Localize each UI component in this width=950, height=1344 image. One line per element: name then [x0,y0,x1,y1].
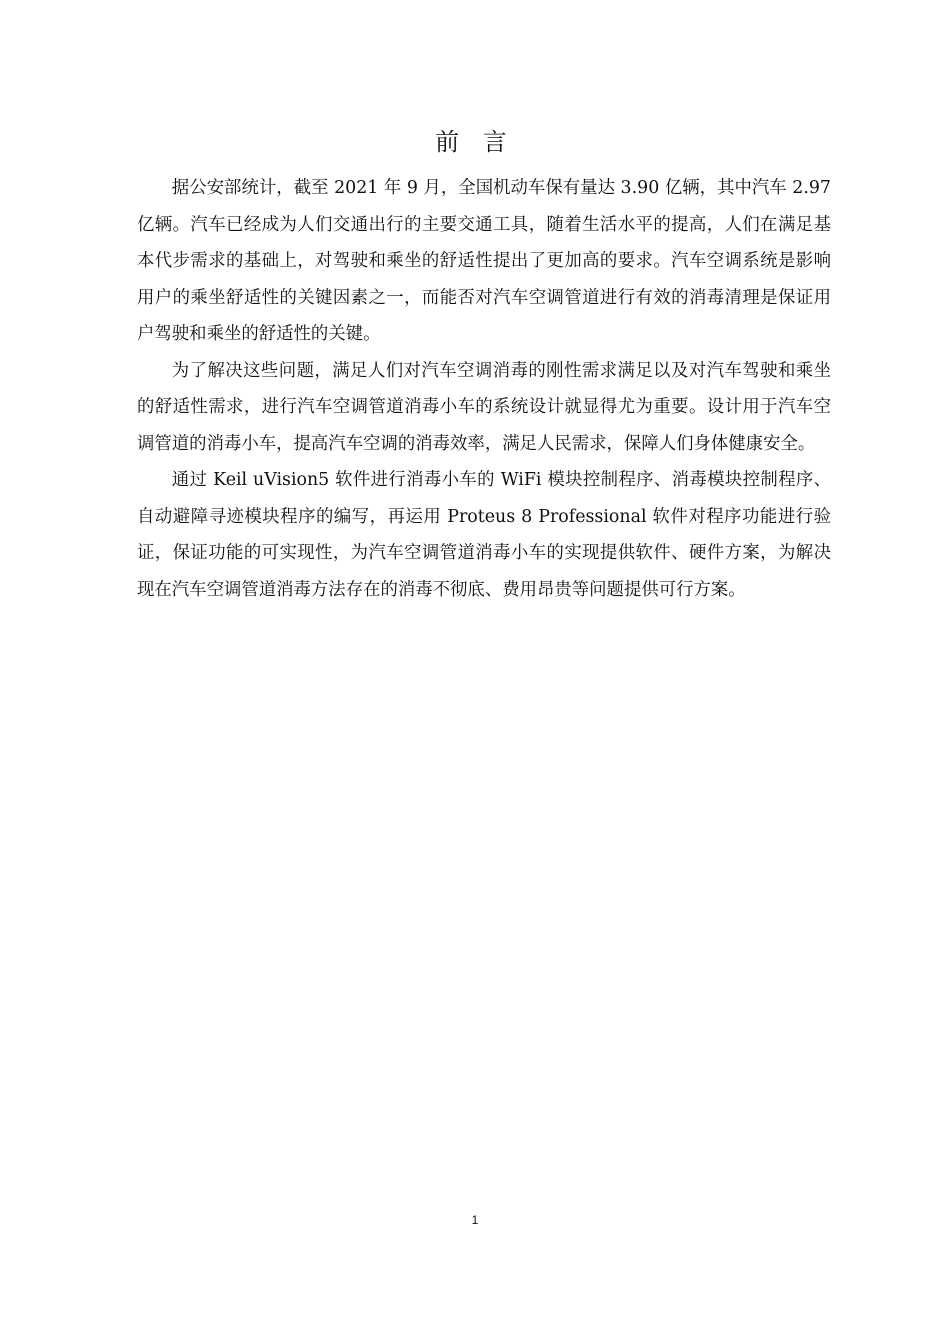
paragraph-2: 为了解决这些问题，满足人们对汽车空调消毒的刚性需求满足以及对汽车驾驶和乘坐的舒适性需求，进行汽车空调管道消毒小车的系统设计就显得尤为重要。设计用于汽车空调管道的消毒小车，提高汽车空调的消毒效率，满足人民需求，保障人们身体健康安全。 [137,360,831,454]
page-title: 前 言 [435,128,515,156]
page-number: 1 [471,1213,479,1227]
paragraph-1: 据公安部统计，截至 2021 年 9 月，全国机动车保有量达 3.90 亿辆，其中汽车 2.97 亿辆。汽车已经成为人们交通出行的主要交通工具，随着生活水平的提高，人们在满足基本代步需求的基础上，对驾驶和乘坐的舒适性提出了更加高的要求。汽车空调系统是影响用户的乘坐舒适性的关键因素之一，而能否对汽车空调管道进行有效的消毒清理是保证用户驾驶和乘坐的舒适性的关键。 [137,178,831,344]
body-text [137,170,831,608]
paragraph-3: 通过 Keil uVision5 软件进行消毒小车的 WiFi 模块控制程序、消毒模块控制程序、自动避障寻迹模块程序的编写，再运用 Proteus 8 Professional 软件对程序功能进行验证，保证功能的可实现性，为汽车空调管道消毒小车的实现提供软件、硬件方案，为解决现在汽车空调管道消毒方法存在的消毒不彻底、费用昂贵等问题提供可行方案。 [137,470,831,600]
